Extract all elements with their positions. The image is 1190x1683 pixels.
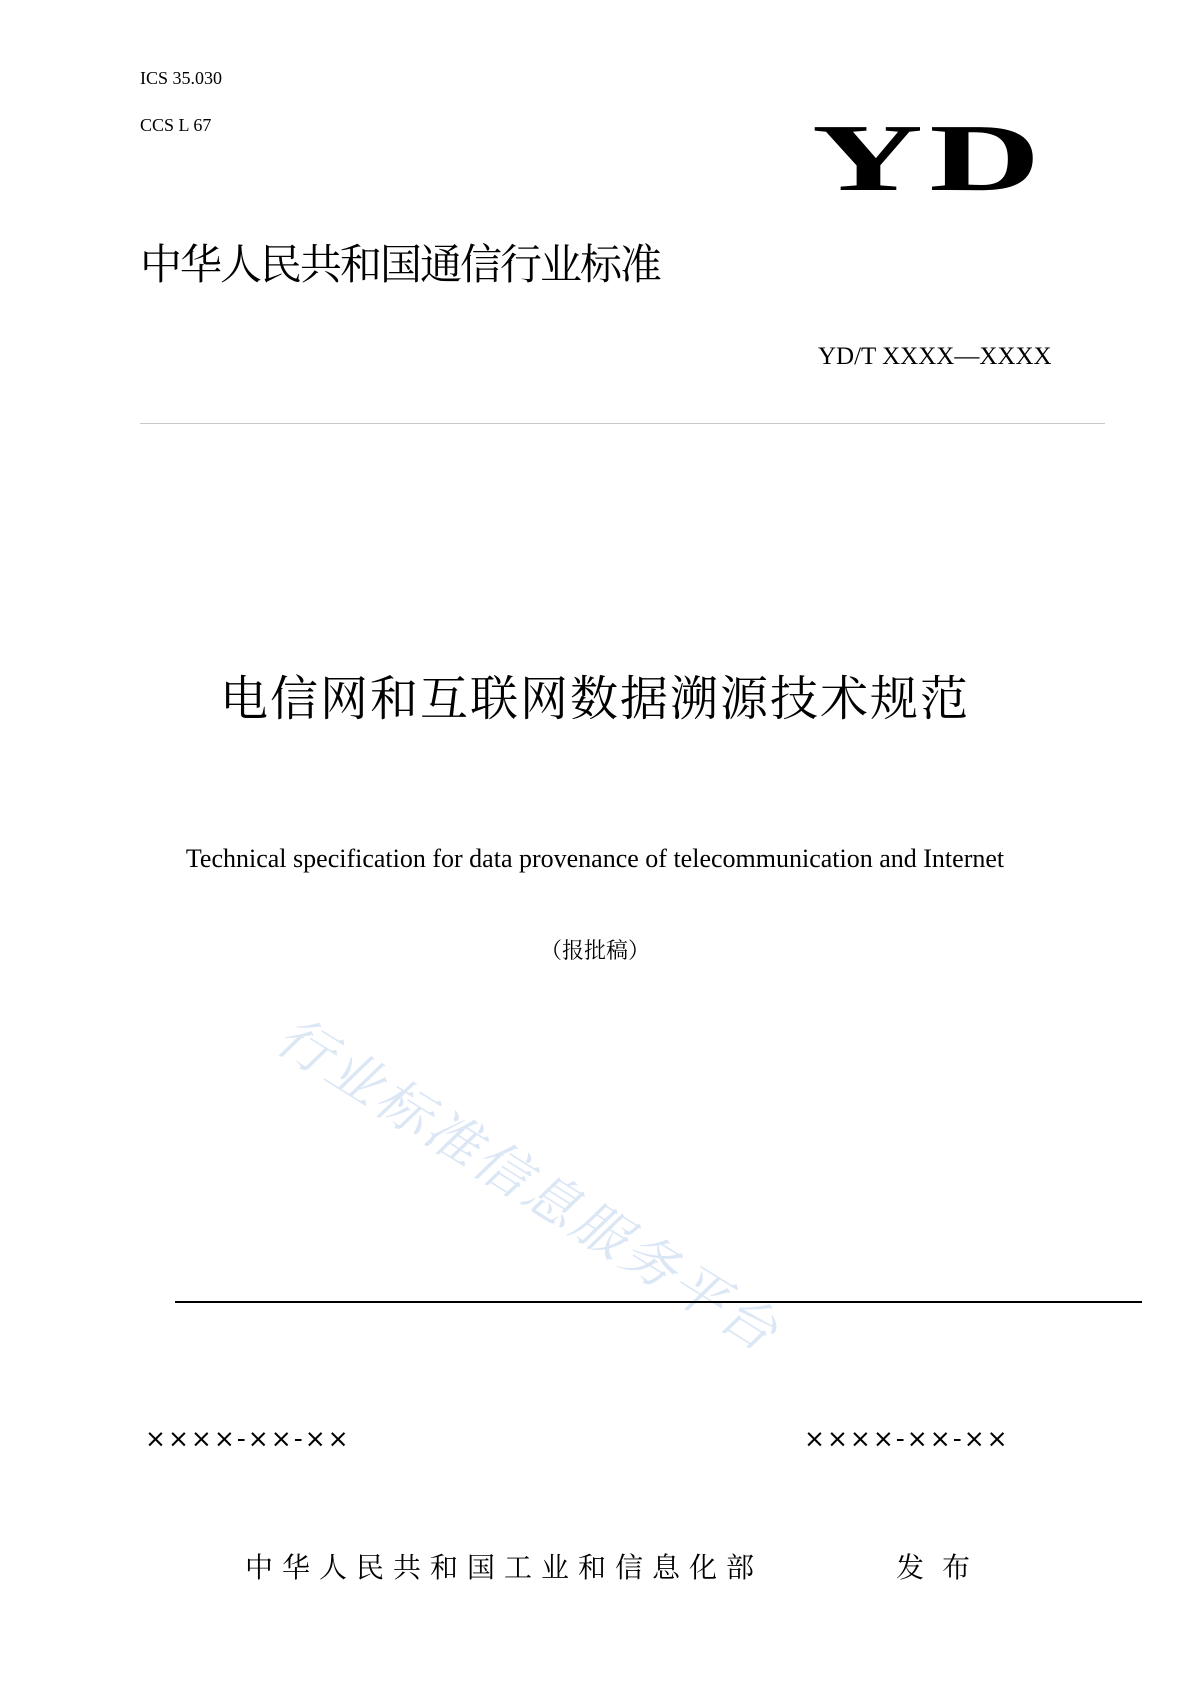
ccs-code: CCS L 67 <box>140 115 212 135</box>
draft-status: （报批稿） <box>539 939 650 964</box>
watermark: 行业标准信息服务平台 <box>265 1004 792 1366</box>
document-title-chinese: 电信网和互联网数据溯源技术规范 <box>219 671 970 727</box>
publish-date: ××××-××-×× <box>145 1424 351 1453</box>
standard-number: YD/T XXXX—XXXX <box>818 343 1052 370</box>
standard-category-title: 中华人民共和国通信行业标准 <box>140 240 661 289</box>
effective-date: ××××-××-×× <box>804 1424 1010 1453</box>
document-title-english: Technical specification for data provenance of telecommunication and Internet <box>185 844 1005 873</box>
header-divider <box>140 423 1105 424</box>
issue-label: 发布 <box>896 1551 989 1584</box>
issuing-authority: 中华人民共和国工业和信息化部 <box>245 1551 764 1584</box>
ics-code: ICS 35.030 <box>140 68 223 88</box>
yd-logo: YD <box>812 104 1047 211</box>
footer-divider <box>175 1301 1142 1303</box>
